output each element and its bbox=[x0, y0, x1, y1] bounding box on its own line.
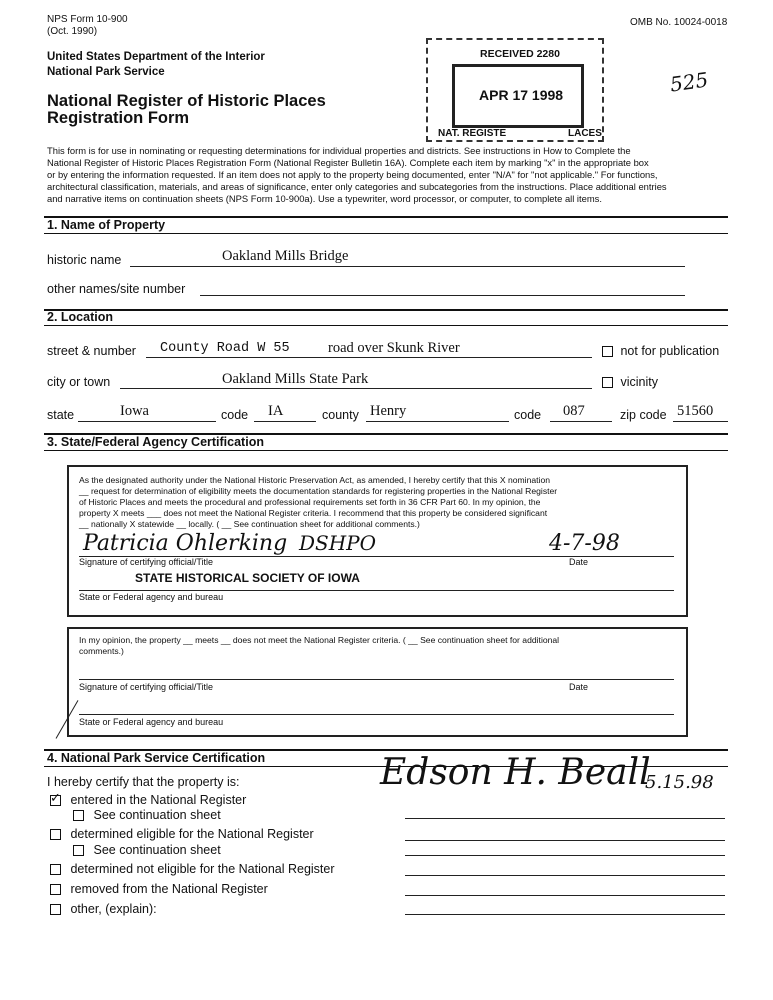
other-option[interactable] bbox=[50, 902, 157, 916]
vicinity-checkbox[interactable] bbox=[602, 377, 613, 388]
vicinity-option[interactable] bbox=[602, 375, 658, 389]
section4-heading: 4. National Park Service Certification bbox=[47, 751, 266, 765]
city-line bbox=[120, 388, 592, 389]
entered-register-checkbox[interactable] bbox=[50, 790, 61, 806]
nps-signature-date: 5.15.98 bbox=[645, 772, 714, 793]
county-line bbox=[366, 421, 509, 422]
see-continuation-label: See continuation sheet bbox=[93, 843, 221, 857]
historic-name-line bbox=[130, 266, 685, 267]
state-official-signature: Patricia Ohlerking bbox=[83, 531, 288, 556]
street-value-typed[interactable]: County Road W 55 bbox=[160, 341, 290, 356]
zip-value[interactable]: 51560 bbox=[677, 403, 714, 419]
see-continuation-label: See continuation sheet bbox=[93, 808, 221, 822]
nps-signature-line bbox=[405, 875, 725, 876]
zip-label: zip code bbox=[620, 408, 667, 422]
form-date: (Oct. 1990) bbox=[47, 26, 98, 37]
entered-register-label: entered in the National Register bbox=[70, 793, 247, 807]
certification-line: __ request for determination of eligibility meets the documentation standards for registering properties in the National Register bbox=[79, 486, 558, 496]
signature-label: Signature of certifying official/Title bbox=[79, 557, 214, 567]
historic-name-value[interactable]: Oakland Mills Bridge bbox=[222, 248, 349, 264]
certification-line: __ nationally X statewide __ locally. ( __ See continuation sheet for additional comments.) bbox=[79, 519, 420, 529]
instruction-line: or by entering the information requested. If an item does not apply to the property being documented, enter "N/A" for "not applicable." For functions, bbox=[47, 169, 658, 180]
opinion-box bbox=[67, 627, 688, 737]
form-title-line2: Registration Form bbox=[47, 109, 190, 127]
instruction-line: This form is for use in nominating or requesting determinations for individual properties and districts. See instructions in How to Complete the bbox=[47, 145, 631, 156]
section1-heading: 1. Name of Property bbox=[47, 218, 166, 232]
stamp-text-right: LACES bbox=[568, 128, 602, 139]
other-names-label: other names/site number bbox=[47, 282, 186, 296]
removed-checkbox[interactable] bbox=[50, 884, 61, 895]
stamp-received: RECEIVED 2280 bbox=[480, 48, 560, 60]
nps-signature-line bbox=[405, 895, 725, 896]
nps-cert-intro: I hereby certify that the property is: bbox=[47, 775, 240, 789]
stamp-date-box bbox=[452, 64, 584, 128]
state-value[interactable]: Iowa bbox=[120, 403, 149, 419]
check-mark-icon: ✓ bbox=[50, 790, 61, 806]
state-line bbox=[78, 421, 216, 422]
section-divider bbox=[44, 309, 728, 311]
county-value[interactable]: Henry bbox=[370, 403, 407, 419]
certification-line: property X meets ___ does not meet the National Register criteria. I recommend that this property be considered significant bbox=[79, 508, 548, 518]
state-agency-stamp: STATE HISTORICAL SOCIETY OF IOWA bbox=[135, 571, 360, 585]
nps-signature-line bbox=[405, 914, 725, 915]
instruction-line: and narrative items on continuation sheets (NPS Form 10-900a). Use a typewriter, word processor, or computer, to complete all items. bbox=[47, 193, 602, 204]
not-for-publication-label: not for publication bbox=[620, 344, 720, 358]
date-label: Date bbox=[569, 682, 589, 692]
street-label: street & number bbox=[47, 344, 136, 358]
instruction-line: National Register of Historic Places Registration Form (National Register Bulletin 16A). Complete each item by marking "x" in the appropriate box bbox=[47, 157, 649, 168]
form-title-line1: National Register of Historic Places bbox=[47, 92, 326, 110]
opinion-text bbox=[79, 635, 679, 657]
determined-eligible-label: determined eligible for the National Register bbox=[70, 827, 314, 841]
see-continuation-checkbox[interactable] bbox=[73, 810, 84, 821]
see-continuation-option[interactable] bbox=[73, 808, 221, 822]
state-code-value[interactable]: IA bbox=[268, 403, 284, 419]
certification-line: As the designated authority under the National Historic Preservation Act, as amended, I hereby certify that this X nomination bbox=[79, 475, 551, 485]
opinion-line: In my opinion, the property __ meets __ does not meet the National Register criteria. ( __ See continuation sheet for additional bbox=[79, 635, 560, 645]
removed-option[interactable] bbox=[50, 882, 268, 896]
other-names-line bbox=[200, 295, 685, 296]
certification-line: of Historic Places and meets the procedural and professional requirements set forth in 36 CFR Part 60. In my opinion, the bbox=[79, 497, 541, 507]
service-name: National Park Service bbox=[47, 66, 165, 78]
state-code-label: code bbox=[221, 408, 249, 422]
instruction-line: architectural classification, materials, and areas of significance, enter only categories and subcategories from the instructions. Place additional entries bbox=[47, 181, 667, 192]
see-continuation-option[interactable] bbox=[73, 843, 221, 857]
state-certification-box bbox=[67, 465, 688, 617]
agency-label: State or Federal agency and bureau bbox=[79, 717, 224, 727]
handwritten-number: 525 bbox=[668, 67, 710, 97]
form-number: NPS Form 10-900 bbox=[47, 14, 128, 25]
state-label: state bbox=[47, 408, 75, 422]
not-eligible-checkbox[interactable] bbox=[50, 864, 61, 875]
agency-label: State or Federal agency and bureau bbox=[79, 592, 224, 602]
agency-line bbox=[79, 714, 674, 715]
entered-register-option[interactable] bbox=[50, 790, 247, 807]
date-label: Date bbox=[569, 557, 589, 567]
state-signature-date: 4-7-98 bbox=[549, 531, 620, 556]
determined-eligible-checkbox[interactable] bbox=[50, 829, 61, 840]
nps-keeper-signature: Edson H. Beall bbox=[380, 752, 651, 793]
street-line bbox=[146, 357, 592, 358]
signature-label: Signature of certifying official/Title bbox=[79, 682, 214, 692]
county-code-line bbox=[550, 421, 612, 422]
agency-line bbox=[79, 590, 674, 591]
not-eligible-option[interactable] bbox=[50, 862, 335, 876]
section-divider bbox=[44, 450, 728, 451]
signature-line bbox=[79, 679, 674, 680]
nps-signature-line bbox=[405, 855, 725, 856]
section2-heading: 2. Location bbox=[47, 310, 113, 324]
stamp-date: APR 17 1998 bbox=[479, 87, 564, 103]
not-for-publication-checkbox[interactable] bbox=[602, 346, 613, 357]
city-value[interactable]: Oakland Mills State Park bbox=[222, 371, 369, 387]
not-eligible-label: determined not eligible for the National Register bbox=[70, 862, 335, 876]
section-divider bbox=[44, 325, 728, 326]
county-code-label: code bbox=[514, 408, 542, 422]
department-name: United States Department of the Interior bbox=[47, 51, 265, 63]
county-label: county bbox=[322, 408, 359, 422]
see-continuation-checkbox[interactable] bbox=[73, 845, 84, 856]
omb-number: OMB No. 10024-0018 bbox=[630, 17, 728, 28]
stamp-text-left: NAT. REGISTE bbox=[438, 128, 507, 139]
section3-heading: 3. State/Federal Agency Certification bbox=[47, 435, 264, 449]
state-code-line bbox=[254, 421, 316, 422]
other-label: other, (explain): bbox=[70, 902, 157, 916]
removed-label: removed from the National Register bbox=[70, 882, 268, 896]
city-label: city or town bbox=[47, 375, 111, 389]
nps-signature-line bbox=[405, 818, 725, 819]
instructions bbox=[47, 145, 732, 205]
nps-signature-line bbox=[405, 840, 725, 841]
determined-eligible-option[interactable] bbox=[50, 827, 314, 841]
zip-line bbox=[673, 421, 728, 422]
street-value-rest[interactable]: road over Skunk River bbox=[328, 340, 460, 356]
opinion-line: comments.) bbox=[79, 646, 124, 656]
vicinity-label: vicinity bbox=[620, 375, 658, 389]
historic-name-label: historic name bbox=[47, 253, 122, 267]
state-official-title: DSHPO bbox=[299, 531, 377, 555]
section-divider bbox=[44, 233, 728, 234]
certification-text bbox=[79, 475, 679, 530]
received-stamp bbox=[426, 38, 604, 142]
not-for-publication-option[interactable] bbox=[602, 344, 719, 358]
county-code-value[interactable]: 087 bbox=[563, 403, 585, 419]
other-checkbox[interactable] bbox=[50, 904, 61, 915]
